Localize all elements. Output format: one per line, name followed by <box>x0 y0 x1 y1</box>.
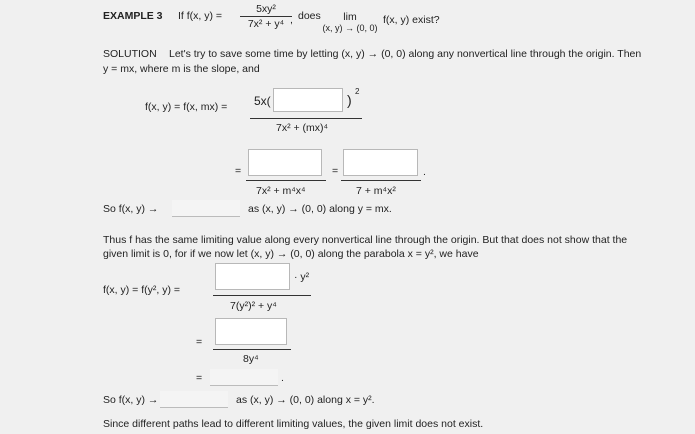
so2-prefix: So f(x, y) → <box>103 394 159 406</box>
thus-line2: given limit is 0, for if we now let (x, y) → (0, 0) along the parabola x = y², we have <box>103 248 479 260</box>
so2-suffix: as (x, y) → (0, 0) along x = y². <box>236 394 375 406</box>
so1-answer-blank[interactable] <box>172 200 240 217</box>
lim-subscript: (x, y) → (0, 0) <box>322 23 378 33</box>
conclusion-text: Since different paths lead to different limiting values, the given limit does not exist. <box>103 418 484 430</box>
step2-eq1: = <box>235 165 242 177</box>
step2-fraction-bar-1 <box>246 180 326 181</box>
step2-fraction-bar-2 <box>341 180 421 181</box>
so1-suffix: as (x, y) → (0, 0) along y = mx. <box>248 203 392 215</box>
step1-denominator: 7x² + (mx)⁴ <box>276 122 329 134</box>
solution-line2: y = mx, where m is the slope, and <box>103 63 260 75</box>
function-fraction <box>240 3 292 30</box>
step3-answer-box[interactable] <box>215 263 290 290</box>
limit-operator <box>320 11 380 33</box>
thus-line1: Thus f has the same limiting value along every nonvertical line through the origin. But that does not show that the <box>103 234 628 246</box>
example-label: EXAMPLE 3 <box>103 10 163 22</box>
step5-period: . <box>281 372 284 384</box>
step3-denominator: 7(y²)² + y⁴ <box>230 300 277 312</box>
exist-text: f(x, y) exist? <box>383 14 440 26</box>
solution-label: SOLUTION <box>103 48 157 60</box>
step1-fraction-bar <box>250 118 362 119</box>
step1-num-suffix: ) <box>347 92 352 108</box>
step1-num-exp: 2 <box>355 87 360 96</box>
step2-denominator-1: 7x² + m⁴x⁴ <box>256 185 306 197</box>
step4-denominator: 8y⁴ <box>243 353 259 365</box>
step2-denominator-2: 7 + m⁴x² <box>356 185 396 197</box>
step3-lhs: f(x, y) = f(y², y) = <box>103 284 181 296</box>
does-text: does <box>298 10 321 22</box>
if-text: If f(x, y) = <box>178 10 223 22</box>
step2-period: . <box>423 166 426 178</box>
comma: , <box>290 14 293 26</box>
so2-answer-blank[interactable] <box>160 391 228 408</box>
step2-answer-box-2[interactable] <box>343 149 418 176</box>
function-denominator: 7x² + y⁴ <box>247 18 285 30</box>
so1-prefix: So f(x, y) → <box>103 203 159 215</box>
step3-num-suffix: · y² <box>294 271 310 283</box>
step1-lhs: f(x, y) = f(x, mx) = <box>145 101 228 113</box>
step5-answer-blank[interactable] <box>210 369 278 386</box>
step1-num-prefix: 5x( <box>254 94 271 108</box>
step2-answer-box-1[interactable] <box>248 149 322 176</box>
function-numerator: 5xy² <box>256 3 276 15</box>
step5-eq: = <box>196 372 203 384</box>
step4-fraction-bar <box>213 349 291 350</box>
step2-eq2: = <box>332 165 339 177</box>
step4-answer-box[interactable] <box>215 318 287 345</box>
step3-fraction-bar <box>213 295 311 296</box>
lim-word: lim <box>343 11 357 23</box>
step4-eq: = <box>196 336 203 348</box>
solution-line1: Let's try to save some time by letting (x, y) → (0, 0) along any nonvertical line through the origin. Then <box>169 48 642 60</box>
step1-answer-box[interactable] <box>273 88 343 112</box>
